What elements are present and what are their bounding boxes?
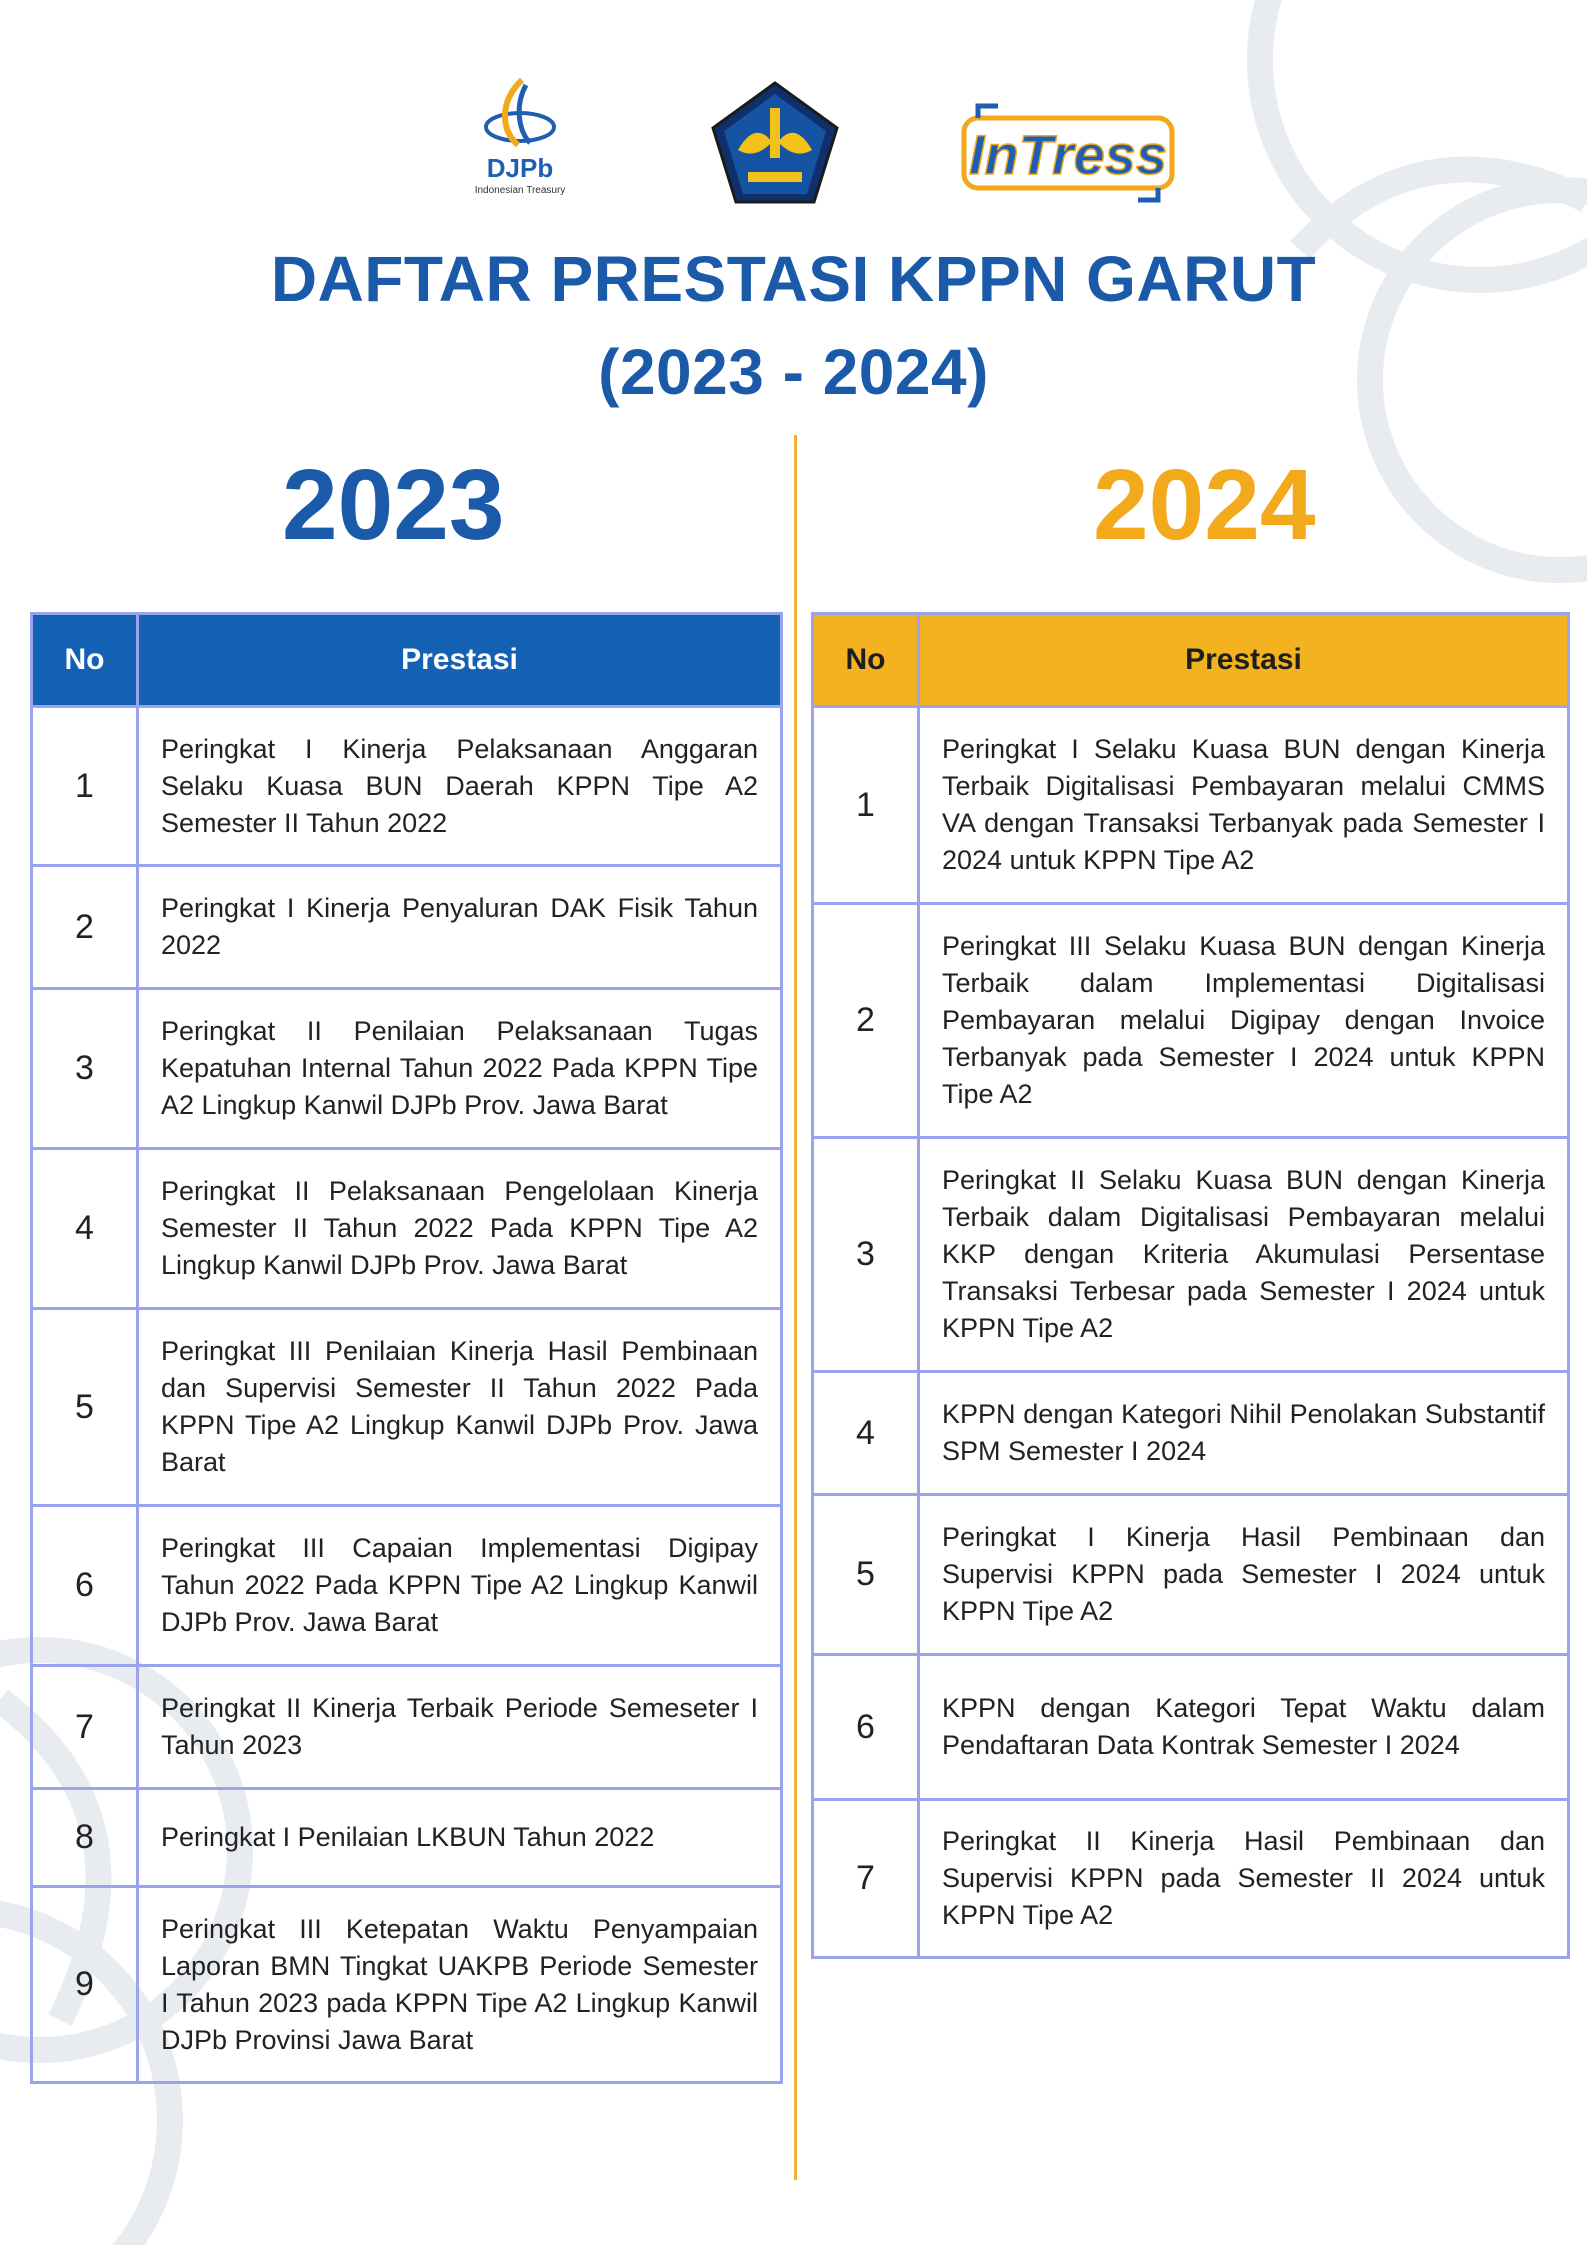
table-row [32,1666,782,1789]
table-row [813,1495,1569,1655]
table-row [32,1309,782,1506]
intress-logo [958,100,1178,205]
row-prestasi: Peringkat I Kinerja Hasil Pembinaan dan Supervisi KPPN pada Semester I 2024 untuk KPPN Tipe A2 [919,1495,1569,1655]
table-row [813,1372,1569,1495]
awards-table-2023 [30,612,783,2084]
table-row [32,1789,782,1887]
row-number: 6 [32,1506,138,1666]
intress-logo-icon [958,100,1178,205]
row-number: 2 [813,904,919,1138]
table-row [32,1506,782,1666]
table-row [813,707,1569,904]
year-heading-2023: 2023 [282,449,505,561]
year-heading-2024: 2024 [1093,449,1316,561]
djpb-emblem-icon [460,75,580,155]
column-header-no: No [32,614,138,707]
row-prestasi: Peringkat I Penilaian LKBUN Tahun 2022 [138,1789,782,1887]
page-subtitle: (2023 - 2024) [598,336,989,408]
column-header-no: No [813,614,919,707]
row-number: 8 [32,1789,138,1887]
row-number: 3 [813,1138,919,1372]
column-header-prestasi: Prestasi [138,614,782,707]
table-row [813,1800,1569,1958]
row-prestasi: Peringkat II Penilaian Pelaksanaan Tugas Kepatuhan Internal Tahun 2022 Pada KPPN Tipe A2 Lingkup Kanwil DJPb Prov. Jawa Barat [138,989,782,1149]
row-prestasi: Peringkat III Penilaian Kinerja Hasil Pembinaan dan Supervisi Semester II Tahun 2022 Pada KPPN Tipe A2 Lingkup Kanwil DJPb Prov. Jawa Barat [138,1309,782,1506]
row-number: 5 [32,1309,138,1506]
row-number: 7 [813,1800,919,1958]
row-prestasi: Peringkat I Kinerja Penyaluran DAK Fisik Tahun 2022 [138,866,782,989]
row-prestasi: Peringkat II Selaku Kuasa BUN dengan Kinerja Terbaik dalam Digitalisasi Pembayaran melalui KKP dengan Kriteria Akumulasi Persentase Transaksi Terbesar pada Semester I 2024 untuk KPPN Tipe A2 [919,1138,1569,1372]
page-title: DAFTAR PRESTASI KPPN GARUT [270,243,1317,315]
row-number: 5 [813,1495,919,1655]
table-row [813,1655,1569,1800]
awards-table-2024 [811,612,1570,1959]
column-divider [794,435,797,2180]
row-prestasi: Peringkat II Kinerja Terbaik Periode Semeseter I Tahun 2023 [138,1666,782,1789]
table-row [32,707,782,866]
row-number: 6 [813,1655,919,1800]
table-row [813,904,1569,1138]
table-header-row [813,614,1569,707]
djpb-logo-subtext: Indonesian Treasury [474,185,566,196]
row-number: 1 [813,707,919,904]
table-header-row [32,614,782,707]
intress-logo-text: InTress [968,123,1168,186]
row-prestasi: Peringkat II Kinerja Hasil Pembinaan dan Supervisi KPPN pada Semester II 2024 untuk KPPN Tipe A2 [919,1800,1569,1958]
table-row [32,1149,782,1309]
row-number: 9 [32,1887,138,2083]
row-number: 7 [32,1666,138,1789]
djpb-logo [460,75,580,210]
djpb-logo-text: DJPb [486,153,554,183]
kemenkeu-emblem-icon [710,80,840,205]
table-row [813,1138,1569,1372]
table-row [32,989,782,1149]
row-prestasi: Peringkat III Capaian Implementasi Digipay Tahun 2022 Pada KPPN Tipe A2 Lingkup Kanwil DJPb Prov. Jawa Barat [138,1506,782,1666]
row-number: 3 [32,989,138,1149]
row-prestasi: Peringkat III Ketepatan Waktu Penyampaian Laporan BMN Tingkat UAKPB Periode Semester I Tahun 2023 pada KPPN Tipe A2 Lingkup Kanwil DJPb Provinsi Jawa Barat [138,1887,782,2083]
table-row [32,1887,782,2083]
row-prestasi: Peringkat II Pelaksanaan Pengelolaan Kinerja Semester II Tahun 2022 Pada KPPN Tipe A2 Lingkup Kanwil DJPb Prov. Jawa Barat [138,1149,782,1309]
table-row [32,866,782,989]
row-prestasi: KPPN dengan Kategori Nihil Penolakan Substantif SPM Semester I 2024 [919,1372,1569,1495]
row-number: 2 [32,866,138,989]
row-number: 1 [32,707,138,866]
row-prestasi: Peringkat I Selaku Kuasa BUN dengan Kinerja Terbaik Digitalisasi Pembayaran melalui CMMS VA dengan Transaksi Terbanyak pada Semester I 2024 untuk KPPN Tipe A2 [919,707,1569,904]
kemenkeu-logo [710,80,840,205]
column-header-prestasi: Prestasi [919,614,1569,707]
row-number: 4 [813,1372,919,1495]
row-prestasi: Peringkat III Selaku Kuasa BUN dengan Kinerja Terbaik dalam Implementasi Digitalisasi Pembayaran melalui Digipay dengan Invoice Terbanyak pada Semester I 2024 untuk KPPN Tipe A2 [919,904,1569,1138]
row-prestasi: Peringkat I Kinerja Pelaksanaan Anggaran Selaku Kuasa BUN Daerah KPPN Tipe A2 Semester II Tahun 2022 [138,707,782,866]
row-prestasi: KPPN dengan Kategori Tepat Waktu dalam Pendaftaran Data Kontrak Semester I 2024 [919,1655,1569,1800]
row-number: 4 [32,1149,138,1309]
